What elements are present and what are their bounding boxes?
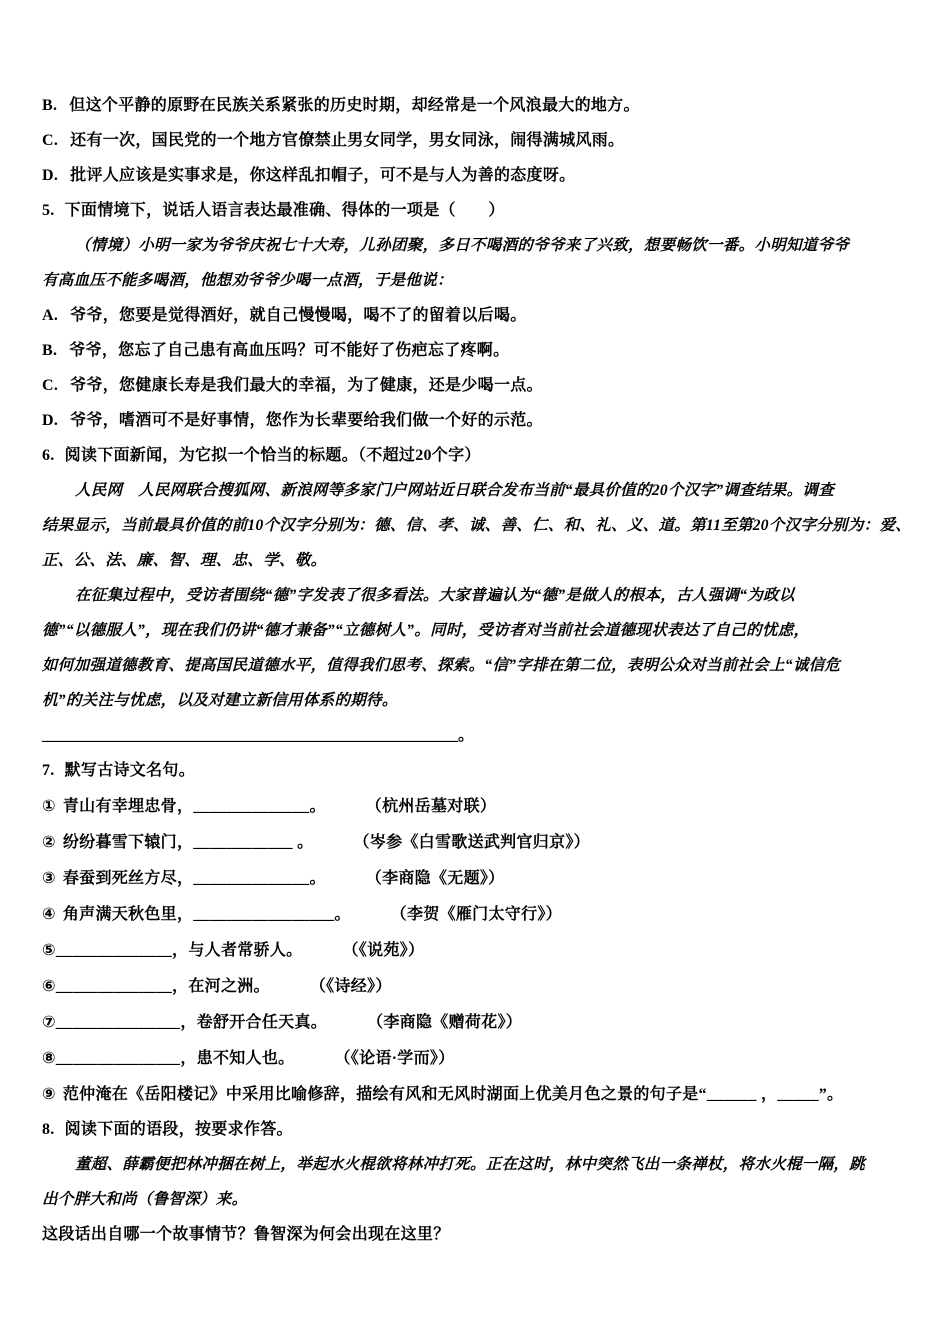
item-text: ______________，与人者常骄人。: [55, 942, 303, 959]
line-q5-context-2: [42, 263, 918, 298]
item-source: （岑参《白雪歌送武判官归京》）: [361, 834, 590, 851]
news-text: 机”的关注与忧虑，以及对建立新信用体系的期待。: [42, 692, 398, 709]
item-source: （李商隐《无题》）: [373, 870, 505, 887]
line-q6-news-4: [42, 578, 918, 613]
question-number: 7.: [42, 762, 55, 779]
passage-text: 董超、薛霸便把林冲捆在树上，举起水火棍欲将林冲打死。正在这时，林中突然飞出一条禅杖，将水火棍一隔，跳: [75, 1156, 866, 1173]
item-text: 范仲淹在《岳阳楼记》中采用比喻修辞，描绘有风和无风时湖面上优美月色之景的句子是“______ ，_____”。: [62, 1086, 844, 1103]
option-label: C.: [42, 377, 59, 394]
option-text: 爷爷，您忘了自己患有高血压吗？可不能好了伤疤忘了疼啊。: [69, 342, 510, 359]
question-stem: 下面情境下，说话人语言表达最准确、得体的一项是（ ）: [64, 202, 505, 219]
item-marker: ⑥: [42, 976, 56, 995]
line-q7-item-4: [42, 896, 918, 932]
question-stem: 阅读下面的语段，按要求作答。: [64, 1121, 293, 1138]
item-source: （《说苑》）: [350, 942, 425, 959]
option-label: C.: [42, 132, 59, 149]
option-text: 批评人应该是实事求是，你这样乱扣帽子，可不是与人为善的态度呀。: [70, 167, 576, 184]
line-q7-item-7: [42, 1004, 918, 1040]
news-text: 德”“以德服人”，现在我们仍讲“德才兼备”“立德树人”。同时，受访者对当前社会道德现状表达了自己的忧虑，: [42, 622, 810, 639]
passage-text: 出个胖大和尚（鲁智深）来。: [42, 1191, 248, 1208]
item-text: 青山有幸埋忠骨，______________。: [62, 798, 326, 815]
line-q5-option-c: [42, 368, 918, 403]
option-label: D.: [42, 412, 59, 429]
line-q5-option-a: [42, 298, 918, 333]
option-text: 爷爷，嗜酒可不是好事情，您作为长辈要给我们做一个好的示范。: [70, 412, 543, 429]
news-text: 人民网 人民网联合搜狐网、新浪网等多家门户网站近日联合发布当前“最具价值的20个汉字”调查结果。调查: [75, 482, 835, 499]
line-q5-stem: [42, 193, 918, 228]
item-source: （《诗经》）: [317, 978, 392, 995]
line-q7-item-6: [42, 968, 918, 1004]
line-q6-answer-blank: [42, 718, 918, 753]
line-q6-news-1: [42, 473, 918, 508]
item-marker: ②: [42, 832, 56, 851]
line-q5-option-d: [42, 403, 918, 438]
answer-blank: ____________________________________________________。: [42, 727, 475, 744]
line-q7-item-2: [42, 824, 918, 860]
option-text: 还有一次，国民党的一个地方官僚禁止男女同学，男女同泳，闹得满城风雨。: [70, 132, 625, 149]
line-q8-passage-1: [42, 1147, 918, 1182]
option-label: B.: [42, 97, 58, 114]
item-marker: ⑨: [42, 1084, 56, 1103]
line-q7-item-8: [42, 1040, 918, 1076]
line-q6-news-2: [42, 508, 918, 543]
question-text: 这段话出自哪一个故事情节？鲁智深为何会出现在这里？: [42, 1226, 450, 1243]
news-text: 结果显示，当前最具价值的前10个汉字分别为：德、信、孝、诚、善、仁、和、礼、义、道。第11至第20个汉字分别为：爱、: [42, 517, 912, 534]
item-text: ______________，在河之洲。: [55, 978, 270, 995]
line-q8-stem: [42, 1112, 918, 1147]
item-source: （《论语·学而》）: [342, 1050, 455, 1067]
question-number: 6.: [42, 447, 55, 464]
option-text: 爷爷，您要是觉得酒好，就自己慢慢喝，喝不了的留着以后喝。: [70, 307, 527, 324]
item-source: （李商隐《赠荷花》）: [375, 1014, 523, 1031]
item-marker: ④: [42, 904, 56, 923]
line-q8-passage-2: [42, 1182, 918, 1217]
option-label: D.: [42, 167, 59, 184]
item-source: （杭州岳墓对联）: [373, 798, 497, 815]
item-text: 角声满天秋色里，_________________。: [62, 906, 351, 923]
option-text: 爷爷，您健康长寿是我们最大的幸福，为了健康，还是少喝一点。: [70, 377, 543, 394]
item-marker: ①: [42, 796, 56, 815]
item-marker: ③: [42, 868, 56, 887]
news-text: 如何加强道德教育、提高国民道德水平，值得我们思考、探索。“信”字排在第二位，表明公众对当前社会上“诚信危: [42, 657, 841, 674]
paragraph-text: 有高血压不能多喝酒，他想劝爷爷少喝一点酒，于是他说：: [42, 272, 453, 289]
question-number: 8.: [42, 1121, 55, 1138]
item-marker: ⑧: [42, 1048, 56, 1067]
line-q5-option-b: [42, 333, 918, 368]
line-option-b: [42, 88, 918, 123]
item-marker: ⑦: [42, 1012, 56, 1031]
line-q7-item-5: [42, 932, 918, 968]
item-source: （李贺《雁门太守行》）: [398, 906, 562, 923]
option-text: 但这个平静的原野在民族关系紧张的历史时期，却经常是一个风浪最大的地方。: [69, 97, 640, 114]
line-q6-stem: [42, 438, 918, 473]
item-marker: ⑤: [42, 940, 56, 959]
news-text: 正、公、法、廉、智、理、忠、学、敬。: [42, 552, 327, 569]
line-q7-item-9: [42, 1076, 918, 1112]
line-q6-news-5: [42, 613, 918, 648]
item-text: _______________，卷舒开合任天真。: [55, 1014, 328, 1031]
line-q6-news-6: [42, 648, 918, 683]
line-q8-question: [42, 1217, 918, 1252]
item-text: 纷纷暮雪下辕门，____________ 。: [62, 834, 314, 851]
line-q6-news-7: [42, 683, 918, 718]
item-text: 春蚕到死丝方尽，______________。: [62, 870, 326, 887]
item-text: _______________，患不知人也。: [55, 1050, 295, 1067]
option-label: A.: [42, 307, 59, 324]
news-text: 在征集过程中，受访者围绕“德”字发表了很多看法。大家普遍认为“德”是做人的根本，古人强调“为政以: [75, 587, 795, 604]
question-stem: 默写古诗文名句。: [64, 762, 196, 779]
line-q7-item-3: [42, 860, 918, 896]
paragraph-text: （情境）小明一家为爷爷庆祝七十大寿，儿孙团聚，多日不喝酒的爷爷来了兴致，想要畅饮一番。小明知道爷爷: [75, 237, 850, 254]
line-q5-context-1: [42, 228, 918, 263]
line-q7-stem: [42, 753, 918, 788]
exam-content: [42, 88, 918, 1252]
line-q6-news-3: [42, 543, 918, 578]
option-label: B.: [42, 342, 58, 359]
question-number: 5.: [42, 202, 55, 219]
line-option-d: [42, 158, 918, 193]
line-q7-item-1: [42, 788, 918, 824]
question-stem: 阅读下面新闻，为它拟一个恰当的标题。（不超过20个字）: [64, 447, 481, 464]
line-option-c: [42, 123, 918, 158]
